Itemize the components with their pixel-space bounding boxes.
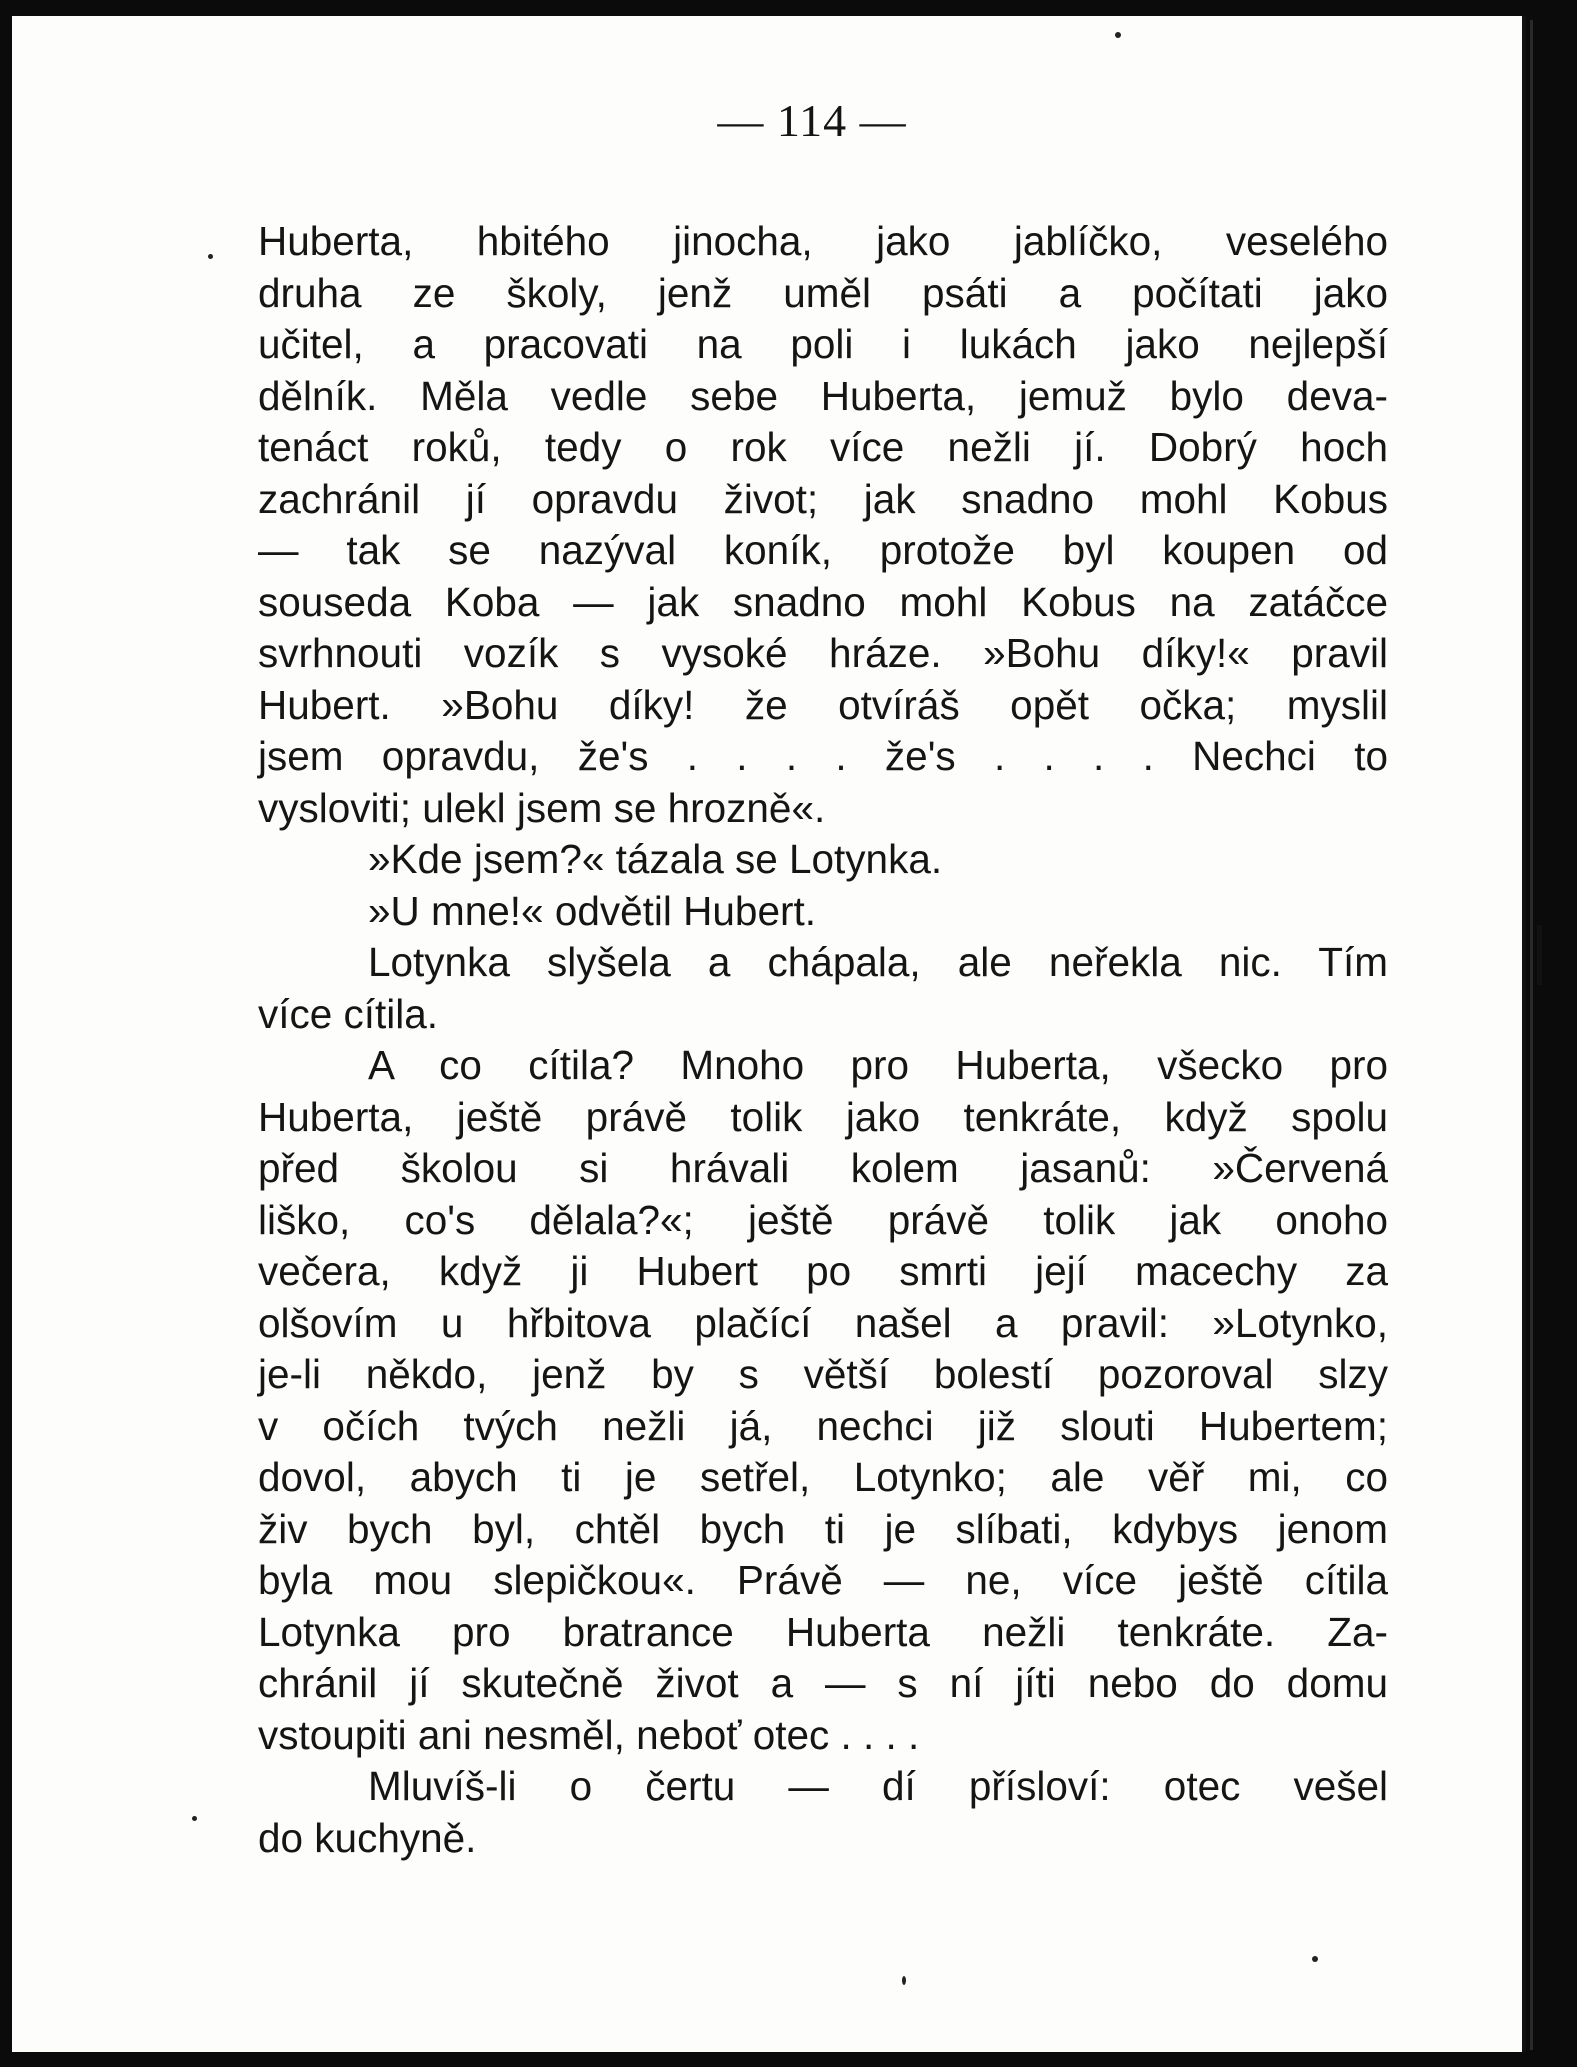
body-text [258, 216, 1388, 1864]
text-line: »U mne!« odvětil Hubert. [368, 887, 816, 934]
text-line: Mluvíš-li o čertu — dí přísloví: otec vešel [368, 1763, 1388, 1809]
page-edge [1530, 20, 1533, 2050]
text-line: více cítila. [258, 990, 439, 1037]
text-line: dělník. Měla vedle sebe Huberta, jemuž bylo deva- [258, 372, 1388, 419]
text-line: zachránil jí opravdu život; jak snadno mohl Kobus [258, 475, 1388, 522]
text-line: do kuchyně. [258, 1814, 477, 1861]
text-line: živ bych byl, chtěl bych ti je slíbati, kdybys jenom [258, 1505, 1388, 1552]
text-line: večera, když ji Hubert po smrti její macechy za [258, 1248, 1388, 1294]
scan-speck [1115, 32, 1121, 38]
text-line: jsem opravdu, že's . . . . že's . . . . Nechci to [258, 733, 1388, 779]
scan-speck [192, 1816, 197, 1821]
scan-speck [208, 254, 213, 259]
text-line: Lotynka pro bratrance Huberta nežli tenkráte. Za- [258, 1608, 1388, 1655]
text-line: liško, co's dělala?«; ještě právě tolik jak onoho [258, 1196, 1388, 1243]
text-line: A co cítila? Mnoho pro Huberta, všecko pro [368, 1042, 1388, 1088]
text-line: Hubert. »Bohu díky! že otvíráš opět očka; myslil [258, 681, 1388, 728]
text-line: Huberta, ještě právě tolik jako tenkráte, když spolu [258, 1093, 1388, 1140]
page-number: — 114 — [717, 95, 907, 146]
text-line: souseda Koba — jak snadno mohl Kobus na zatáčce [258, 578, 1388, 625]
text-line: před školou si hrávali kolem jasanů: »Červená [258, 1145, 1388, 1191]
text-line: je-li někdo, jenž by s větší bolestí pozoroval slzy [258, 1351, 1388, 1397]
text-line: tenáct roků, tedy o rok více nežli jí. Dobrý hoch [258, 424, 1388, 470]
scan-speck [1312, 1956, 1318, 1962]
text-line: Lotynka slyšela a chápala, ale neřekla nic. Tím [368, 939, 1388, 985]
text-line: svrhnouti vozík s vysoké hráze. »Bohu díky!« pravil [258, 630, 1388, 676]
text-line: učitel, a pracovati na poli i lukách jako nejlepší [258, 321, 1388, 367]
text-line: dovol, abych ti je setřel, Lotynko; ale věř mi, co [258, 1454, 1388, 1500]
text-line: vstoupiti ani nesměl, neboť otec . . . . [258, 1711, 920, 1758]
text-line: druha ze školy, jenž uměl psáti a počítati jako [258, 269, 1388, 316]
page-edge-mark [1537, 925, 1542, 985]
scan-speck [902, 1976, 906, 1985]
text-line: Huberta, hbitého jinocha, jako jablíčko, veselého [258, 218, 1388, 264]
text-line: olšovím u hřbitova plačící našel a pravil: »Lotynko, [258, 1299, 1388, 1346]
text-line: »Kde jsem?« tázala se Lotynka. [368, 836, 943, 882]
text-line: — tak se nazýval koník, protože byl koupen od [258, 527, 1388, 573]
text-line: v očích tvých nežli já, nechci již slouti Hubertem; [258, 1402, 1388, 1449]
text-line: chránil jí skutečně život a — s ní jíti nebo do domu [258, 1660, 1388, 1706]
book-page [12, 16, 1526, 2052]
text-line: byla mou slepičkou«. Právě — ne, více ještě cítila [258, 1557, 1388, 1603]
text-line: vysloviti; ulekl jsem se hrozně«. [258, 784, 826, 831]
